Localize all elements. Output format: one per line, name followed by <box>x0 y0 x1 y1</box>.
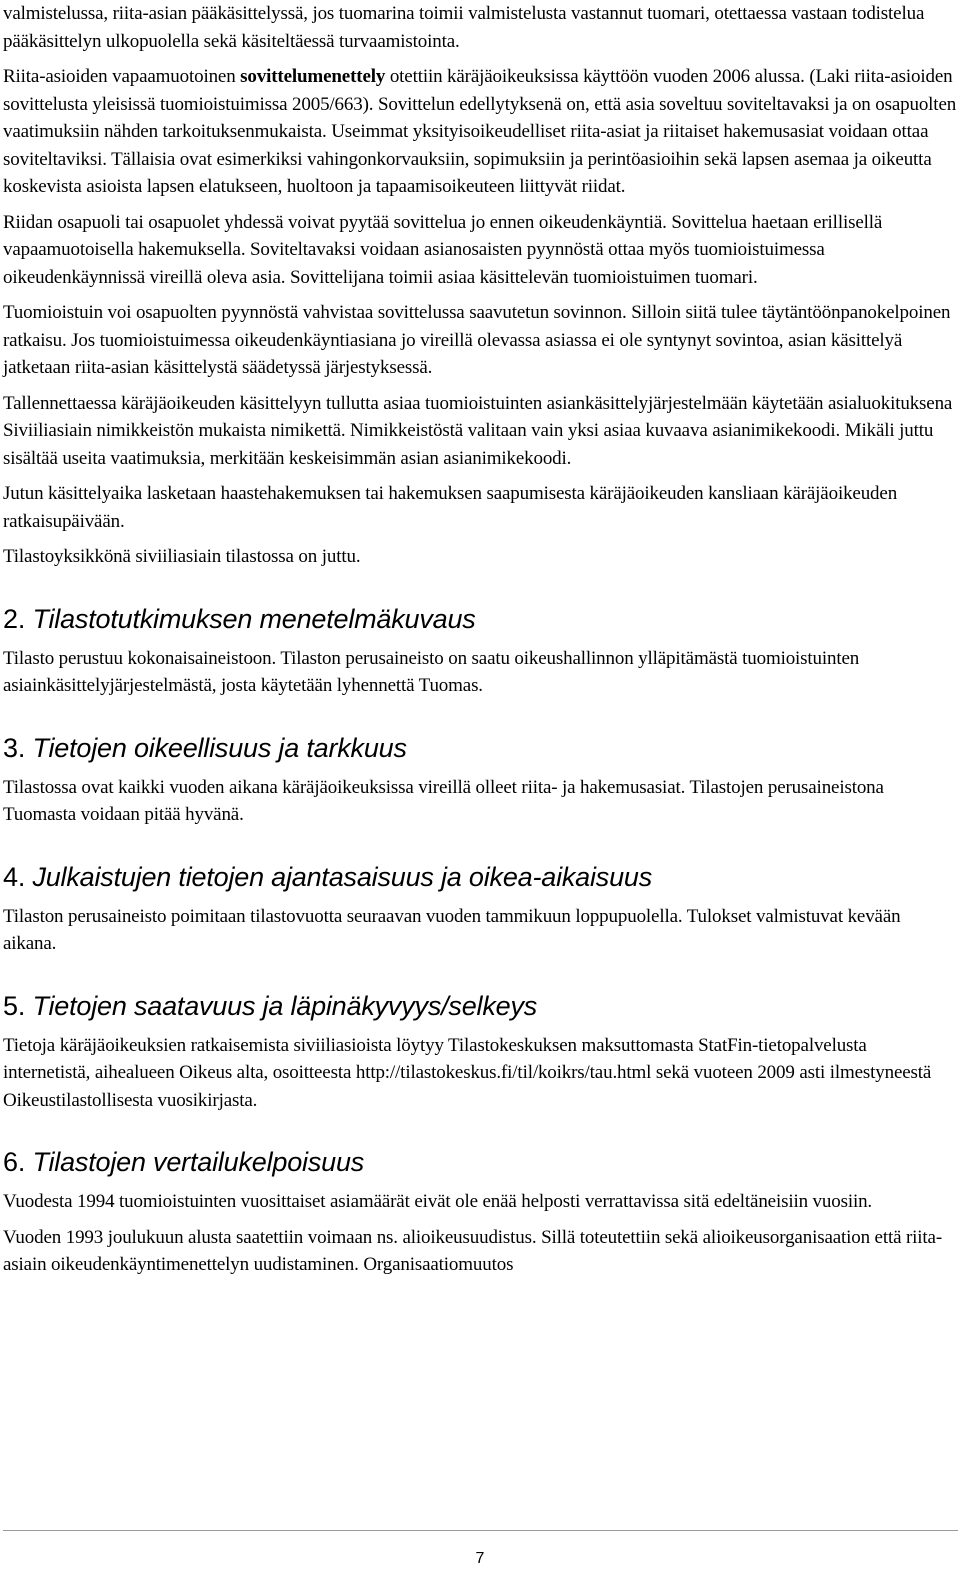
paragraph-text: Riita-asioiden vapaamuotoinen <box>3 66 241 87</box>
section-title: Tilastojen vertailukelpoisuus <box>32 1147 365 1177</box>
paragraph <box>3 63 958 201</box>
paragraph: Riidan osapuoli tai osapuolet yhdessä voivat pyytää sovittelua jo ennen oikeudenkäyntiä. Sovittelua haetaan erillisellä vapaamuotoisella hakemuksella. Soviteltavaksi voidaan asianosaisten pyynnöstä ottaa myös tuomioistuimessa oikeudenkäynnissä vireillä oleva asia. Sovittelijana toimii asiaa käsittelevän tuomioistuimen tuomari. <box>3 211 883 288</box>
section-heading <box>3 1146 958 1178</box>
paragraph: Tilasto perustuu kokonaisaineistoon. Tilaston perusaineisto on saatu oikeushallinnon ylläpitämästä tuomioistuinten asiainkäsittelyjärjestelmästä, josta käytetään lyhennettä Tuomas. <box>3 647 860 696</box>
paragraph: Tietoja käräjäoikeuksien ratkaisemista siviiliasioista löytyy Tilastokeskuksen maksuttomasta StatFin-tietopalvelusta internetistä, aihealueen Oikeus alta, osoitteesta http://tilastokeskus.fi/til/koikrs/tau.html sekä vuoteen 2009 asti ilmestyneestä Oikeustilastollisesta vuosikirjasta. <box>3 1034 932 1111</box>
bold-term: sovittelumenettely <box>240 66 386 87</box>
footer-divider <box>3 1530 958 1531</box>
paragraph: valmistelussa, riita-asian pääkäsittelyssä, jos tuomarina toimii valmistelusta vastannut tuomari, otettaessa vastaan todistelua pääkäsittelyn ulkopuolella sekä käsiteltäessä turvaamistointa. <box>3 3 925 52</box>
paragraph: Vuodesta 1994 tuomioistuinten vuosittaiset asiamäärät eivät ole enää helposti verrattavissa sitä edeltäneisiin vuosiin. <box>3 1191 873 1212</box>
paragraph: Tilastoyksikkönä siviiliasiain tilastossa on juttu. <box>3 546 361 567</box>
paragraph: Tilastossa ovat kaikki vuoden aikana käräjäoikeuksissa vireillä olleet riita- ja hakemusasiat. Tilastojen perusaineistona Tuomasta voidaan pitää hyvänä. <box>3 776 884 825</box>
document-page <box>3 0 958 1287</box>
section-number: 6. <box>3 1147 26 1177</box>
section-heading <box>3 603 958 635</box>
section-number: 2. <box>3 603 26 634</box>
section-heading <box>3 861 958 893</box>
paragraph: Tallennettaessa käräjäoikeuden käsittelyyn tullutta asiaa tuomioistuinten asiankäsittelyjärjestelmään käytetään asialuokituksena Siviiliasiain nimikkeistön mukaista nimikettä. Nimikkeistöstä valitaan vain yksi asiaa kuvaava asianimikekoodi. Mikäli juttu sisältää useita vaatimuksia, merkitään keskeisimmän asian asianimikekoodi. <box>3 392 953 469</box>
section-number: 4. <box>3 861 26 892</box>
section-title: Julkaistujen tietojen ajantasaisuus ja oikea-aikaisuus <box>32 861 653 892</box>
section-title: Tietojen oikeellisuus ja tarkkuus <box>32 732 407 763</box>
section-title: Tietojen saatavuus ja läpinäkyvyys/selkeys <box>32 990 538 1021</box>
page-number: 7 <box>475 1550 485 1567</box>
section-heading <box>3 990 958 1022</box>
section-title: Tilastotutkimuksen menetelmäkuvaus <box>32 603 476 634</box>
section-number: 5. <box>3 990 26 1021</box>
paragraph: Vuoden 1993 joulukuun alusta saatettiin voimaan ns. alioikeusuudistus. Sillä toteutettiin sekä alioikeusorganisaation että riita-asiain oikeudenkäyntimenettelyn uudistaminen. Organisaatiomuutos <box>3 1226 943 1275</box>
section-number: 3. <box>3 732 26 763</box>
paragraph-text: otettiin käräjäoikeuksissa käyttöön vuoden 2006 alussa. (Laki riita-asioiden sovittelusta yleisissä tuomioistuimissa 2005/663). Sovittelun edellytyksenä on, että asia soveltuu soviteltavaksi ja on osapuolten vaatimuksiin nähden tarkoituksenmukaista. Useimmat yksityisoikeudelliset riita-asiat ja riitaiset hakemusasiat voidaan ottaa soviteltaviksi. Tällaisia ovat esimerkiksi vahingonkorvauksiin, sopimuksiin ja perintöasioihin sekä lapsen asemaa ja oikeutta koskevista asioista lapsen elatukseen, huoltoon ja tapaamisoikeuteen liittyvät riidat. <box>3 66 957 197</box>
section-heading <box>3 732 958 764</box>
paragraph: Tilaston perusaineisto poimitaan tilastovuotta seuraavan vuoden tammikuun loppupuolella. Tulokset valmistuvat kevään aikana. <box>3 905 901 954</box>
paragraph: Tuomioistuin voi osapuolten pyynnöstä vahvistaa sovittelussa saavutetun sovinnon. Silloin siitä tulee täytäntöönpanokelpoinen ratkaisu. Jos tuomioistuimessa oikeudenkäyntiasiana jo vireillä olevassa asiassa ei ole syntynyt sovintoa, asian käsittelyä jatketaan riita-asian käsittelystä säädetyssä järjestyksessä. <box>3 302 951 378</box>
paragraph: Jutun käsittelyaika lasketaan haastehakemuksen tai hakemuksen saapumisesta käräjäoikeuden kansliaan käräjäoikeuden ratkaisupäivään. <box>3 483 898 532</box>
